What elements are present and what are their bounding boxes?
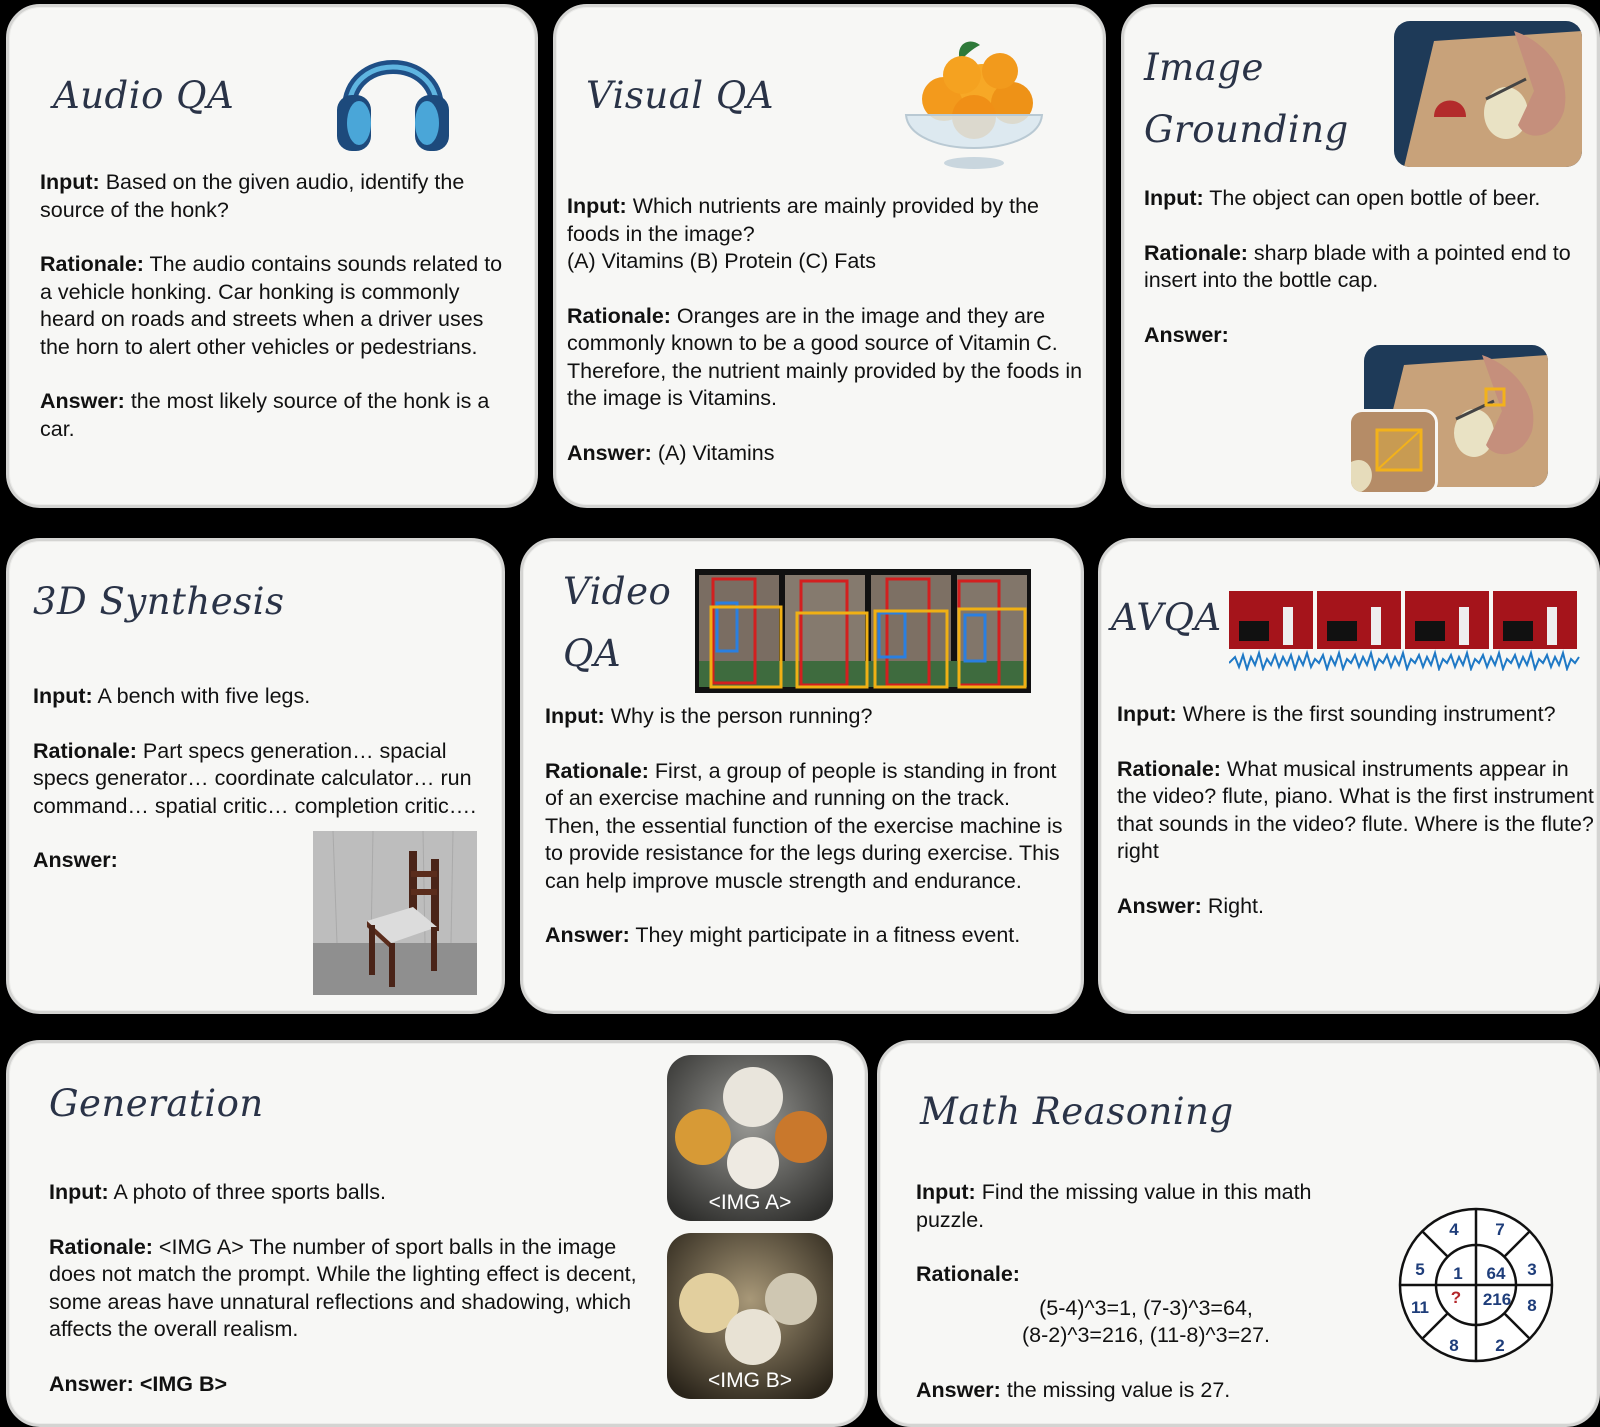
rationale-label: Rationale: xyxy=(49,1234,153,1259)
answer-text: They might participate in a fitness event. xyxy=(635,923,1021,947)
card-title-line1: Video xyxy=(563,570,672,613)
puzzle-inner-value: 64 xyxy=(1486,1264,1506,1283)
card-visual-qa xyxy=(553,4,1106,508)
input-label: Input: xyxy=(916,1180,976,1204)
rationale-line-2: (8-2)^3=216, (11-8)^3=27. xyxy=(1021,1323,1271,1347)
input-text: Based on the given audio, identify the source of the honk? xyxy=(40,170,465,222)
puzzle-outer-value: 4 xyxy=(1449,1220,1459,1239)
answer-label: Answer: xyxy=(1117,893,1202,918)
input-label: Input: xyxy=(567,194,627,218)
input-label: Input: xyxy=(1117,702,1177,726)
rationale-text: First, a group of people is standing in front of an exercise machine and running on the track. Then, the essential function of the exercise machine is to provide resistance for the legs during exercise. This can help improve muscle strength and endurance. xyxy=(545,758,1063,893)
answer-text: Right. xyxy=(1207,893,1264,918)
puzzle-outer-value: 2 xyxy=(1495,1336,1505,1355)
answer-text: the missing value is 27. xyxy=(1006,1377,1231,1402)
orange-bowl-icon xyxy=(900,31,1048,171)
card-image-grounding xyxy=(1121,4,1600,508)
answer-label: Answer: xyxy=(33,848,118,872)
puzzle-outer-value: 11 xyxy=(1411,1298,1429,1317)
rationale-label: Rationale: xyxy=(33,738,137,763)
input-text: A bench with five legs. xyxy=(97,684,311,708)
puzzle-inner-value: 1 xyxy=(1453,1264,1463,1283)
input-text: Why is the person running? xyxy=(610,704,873,728)
generated-image-b xyxy=(667,1233,833,1399)
input-text: Which nutrients are mainly provided by the foods in the image? xyxy=(567,194,1039,246)
input-label: Input: xyxy=(40,170,100,194)
rationale-label: Rationale: xyxy=(40,252,144,276)
answer-label: Answer: xyxy=(916,1377,1001,1402)
card-title-line2: QA xyxy=(563,632,622,675)
rationale-label: Rationale: xyxy=(545,758,649,783)
image-a-label: <IMG A> xyxy=(708,1191,792,1214)
rationale-text: Part specs generation… spacial specs generator… coordinate calculator… run command… spatial critic… completion critic…. xyxy=(33,738,477,818)
puzzle-outer-value: 8 xyxy=(1449,1336,1459,1355)
answer-text: (A) Vitamins xyxy=(657,440,775,465)
puzzle-outer-value: 3 xyxy=(1527,1260,1537,1279)
input-label: Input: xyxy=(545,704,605,728)
card-title: Visual QA xyxy=(586,74,774,117)
rationale-label: Rationale: xyxy=(916,1262,1020,1286)
card-title-line1: Image xyxy=(1144,46,1264,89)
input-label: Input: xyxy=(33,684,93,708)
puzzle-missing-value: ? xyxy=(1450,1288,1462,1307)
card-generation xyxy=(6,1040,868,1427)
rationale-text: What musical instruments appear in the video? flute, piano. What is the first instrument that sounds in the video? flute. Where is the flute? right xyxy=(1117,756,1594,863)
answer-label: Answer: xyxy=(1144,322,1229,347)
card-avqa xyxy=(1098,538,1600,1014)
image-b-label: <IMG B> xyxy=(707,1369,793,1392)
rationale-label: Rationale: xyxy=(1144,240,1248,265)
input-text: The object can open bottle of beer. xyxy=(1209,186,1541,210)
input-text: Find the missing value in this math puzzle. xyxy=(916,1180,1312,1232)
rationale-text: Oranges are in the image and they are commonly known to be a good source of Vitamin C. Therefore, the nutrient mainly provided by the foods in the image is Vitamins. xyxy=(567,303,1083,410)
video-frames-strip xyxy=(695,569,1031,693)
card-body xyxy=(916,1179,1376,1427)
math-puzzle-wheel xyxy=(1396,1203,1556,1367)
rationale-text: <IMG A> The number of sport balls in the image does not match the prompt. While the lighting effect is decent, some areas have unnatural reflections and shadowing, which affects the overall realism. xyxy=(49,1234,637,1341)
answer-text: the most likely source of the honk is a car. xyxy=(40,389,490,441)
answer-label: Answer: xyxy=(545,923,630,947)
answer-text: <IMG B> xyxy=(139,1371,228,1396)
bench-render-image xyxy=(313,831,477,995)
card-body xyxy=(545,703,1065,977)
card-math-reasoning xyxy=(877,1040,1600,1427)
card-title: Generation xyxy=(49,1082,264,1125)
card-title-line2: Grounding xyxy=(1144,108,1349,151)
input-text: Where is the first sounding instrument? xyxy=(1182,702,1556,726)
grounding-zoom-inset xyxy=(1348,409,1438,495)
puzzle-outer-value: 8 xyxy=(1527,1296,1537,1315)
card-title: Audio QA xyxy=(53,74,235,117)
rationale-line-1: (5-4)^3=1, (7-3)^3=64, xyxy=(1039,1295,1253,1320)
rationale-text: The audio contains sounds related to a vehicle honking. Car honking is commonly heard on roads and streets when a driver uses the horn to alert other vehicles or pedestrians. xyxy=(40,252,503,359)
card-title: Math Reasoning xyxy=(920,1090,1234,1133)
card-body xyxy=(567,193,1097,494)
headphones-icon xyxy=(335,33,451,155)
card-title: 3D Synthesis xyxy=(33,580,285,623)
rationale-label: Rationale: xyxy=(1117,756,1221,781)
rationale-text: sharp blade with a pointed end to insert into the bottle cap. xyxy=(1144,240,1571,292)
card-video-qa xyxy=(520,538,1084,1014)
puzzle-inner-value: 216 xyxy=(1482,1290,1512,1309)
concert-frames-strip xyxy=(1229,591,1581,671)
card-body xyxy=(40,169,510,470)
puzzle-outer-value: 5 xyxy=(1415,1260,1425,1279)
card-audio-qa xyxy=(6,4,538,508)
generated-image-a xyxy=(667,1055,833,1221)
puzzle-outer-value: 7 xyxy=(1495,1220,1505,1239)
card-body xyxy=(1117,701,1595,947)
answer-label: Answer: xyxy=(567,440,652,465)
input-options: (A) Vitamins (B) Protein (C) Fats xyxy=(567,249,877,273)
rationale-label: Rationale: xyxy=(567,303,671,328)
answer-label: Answer: xyxy=(40,389,125,413)
card-3d-synthesis xyxy=(6,538,505,1014)
card-body xyxy=(49,1179,649,1425)
input-label: Input: xyxy=(49,1180,109,1204)
input-text: A photo of three sports balls. xyxy=(113,1180,386,1204)
card-title: AVQA xyxy=(1111,596,1222,639)
answer-label: Answer: xyxy=(49,1371,134,1396)
cutting-board-photo xyxy=(1394,21,1582,167)
input-label: Input: xyxy=(1144,186,1204,210)
